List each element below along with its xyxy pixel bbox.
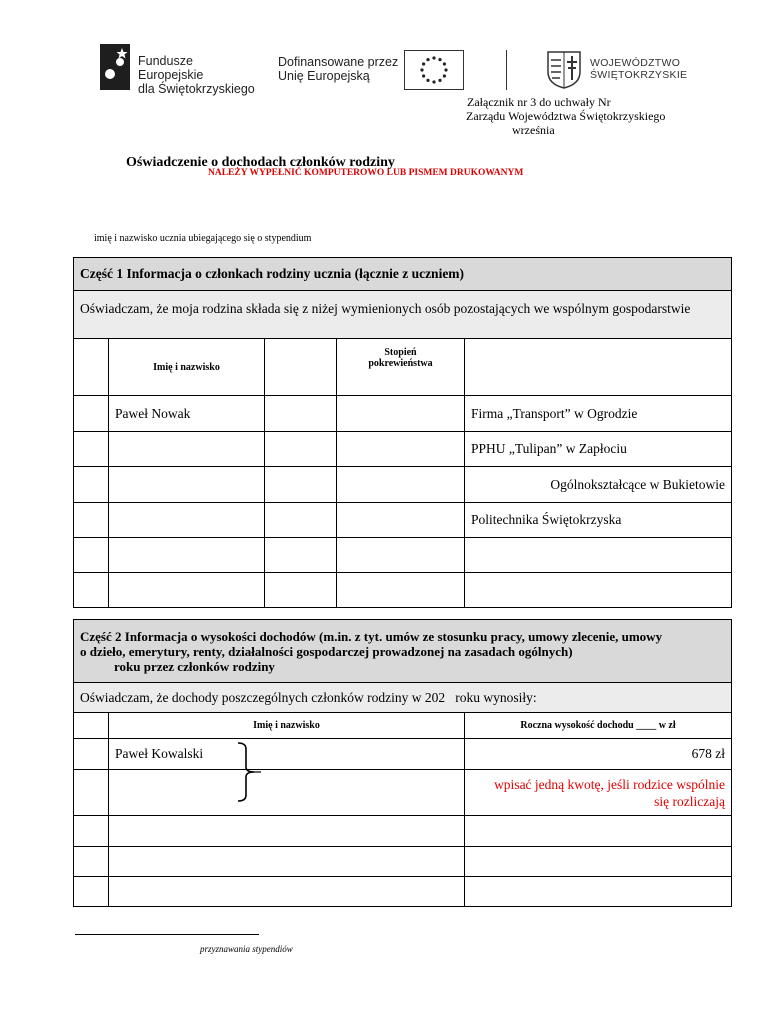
part1-declaration: Oświadczam, że moja rodzina składa się z niżej wymienionych osób pozostających we wspólnym gospodarstwie: [74, 291, 732, 339]
relation-cell[interactable]: [337, 396, 465, 432]
member-name-cell[interactable]: [109, 503, 265, 538]
eu-flag-icon: [404, 50, 464, 90]
row-index-cell[interactable]: [74, 739, 109, 770]
voivodeship-label: [590, 57, 687, 81]
relation-cell[interactable]: [337, 503, 465, 538]
fe-logo-line1: Fundusze Europejskie: [138, 54, 204, 82]
brace-icon: [234, 741, 264, 803]
page-title: Oświadczenie o dochodach członków rodziny: [126, 155, 395, 170]
income-name-cell[interactable]: Paweł Kowalski: [109, 739, 465, 770]
blank-cell[interactable]: [265, 432, 337, 467]
table-row: [74, 432, 732, 467]
place-cell[interactable]: [465, 538, 732, 573]
income-value-cell[interactable]: [465, 847, 732, 877]
place-cell[interactable]: [465, 573, 732, 608]
swietokrzyskie-crest-icon: [546, 50, 582, 90]
dof-line1: Dofinansowane przez: [278, 55, 399, 69]
row-index-cell[interactable]: [74, 847, 109, 877]
row-index-cell[interactable]: [74, 503, 109, 538]
blank-cell[interactable]: [265, 573, 337, 608]
note-line2: się rozliczają: [654, 793, 725, 809]
income-name-cell[interactable]: [109, 816, 465, 847]
relation-cell[interactable]: [337, 573, 465, 608]
attachment-line2: Zarządu Województwa Świętokrzyskiego: [466, 109, 666, 123]
row-index-cell[interactable]: [74, 538, 109, 573]
row-index-cell[interactable]: [74, 770, 109, 816]
part2-declaration: Oświadczam, że dochody poszczególnych członków rodziny w 202 roku wynosiły:: [74, 683, 732, 713]
table-row: [74, 396, 732, 432]
relation-cell[interactable]: [337, 432, 465, 467]
footnote-text: przyznawania stypendiów: [200, 944, 293, 954]
joint-income-note: [465, 770, 732, 816]
row-index-cell[interactable]: [74, 396, 109, 432]
table-row: [74, 467, 732, 503]
blank-cell[interactable]: [265, 467, 337, 503]
income-value-cell[interactable]: [465, 816, 732, 847]
attachment-line1: Załącznik nr 3 do uchwały Nr: [467, 95, 611, 109]
place-cell[interactable]: Ogólnokształcące w Bukietowie: [465, 467, 732, 503]
member-name-cell[interactable]: [109, 432, 265, 467]
part1-col-name: Imię i nazwisko: [109, 339, 265, 396]
part2-table: [73, 619, 732, 907]
woj-line2: ŚWIĘTOKRZYSKIE: [590, 69, 688, 81]
relation-line2: pokrewieństwa: [368, 358, 433, 369]
income-value-cell[interactable]: 678 zł: [465, 739, 732, 770]
part2-heading: [74, 620, 732, 683]
part1-table: [73, 257, 732, 608]
part2-heading-line3: roku przez członków rodziny: [114, 658, 275, 674]
part1-header-index: [74, 339, 109, 396]
income-name-cell[interactable]: [109, 847, 465, 877]
member-name-cell[interactable]: [109, 573, 265, 608]
fill-instruction: NALEŻY WYPEŁNIĆ KOMPUTEROWO LUB PISMEM DRUKOWANYM: [208, 168, 524, 178]
header-divider: [506, 50, 507, 90]
blank-cell[interactable]: [265, 503, 337, 538]
part2-heading-line2: o dzieło, emerytury, renty, działalności gospodarczej prowadzonej na zasadach ogólnych): [80, 643, 573, 659]
table-row: [74, 503, 732, 538]
part2-col-name: Imię i nazwisko: [109, 713, 465, 739]
relation-cell[interactable]: [337, 467, 465, 503]
table-row: [74, 739, 732, 770]
part1-col-relation: [337, 339, 465, 396]
income-value-cell[interactable]: [465, 877, 732, 907]
attachment-line3: września: [512, 123, 555, 137]
place-cell[interactable]: PPHU „Tulipan” w Zapłociu: [465, 432, 732, 467]
note-line1: wpisać jedną kwotę, jeśli rodzice wspólnie: [494, 776, 725, 792]
member-name-cell[interactable]: Paweł Nowak: [109, 396, 265, 432]
student-name-label: imię i nazwisko ucznia ubiegającego się o stypendium: [94, 233, 312, 244]
row-index-cell[interactable]: [74, 467, 109, 503]
footnote-separator: [75, 934, 259, 935]
part1-col-place: [465, 339, 732, 396]
part1-header-blank: [265, 339, 337, 396]
row-index-cell[interactable]: [74, 877, 109, 907]
fe-logo-icon: [100, 44, 130, 90]
cofinanced-label: [278, 55, 398, 83]
table-row: [74, 538, 732, 573]
table-row: [74, 573, 732, 608]
place-cell[interactable]: Politechnika Świętokrzyska: [465, 503, 732, 538]
table-row: [74, 770, 732, 816]
fundusze-europejskie-logo: [100, 44, 260, 96]
member-name-cell[interactable]: [109, 538, 265, 573]
relation-line1: Stopień: [384, 347, 417, 358]
part2-heading-line1: Część 2 Informacja o wysokości dochodów (m.in. z tyt. umów ze stosunku pracy, umowy zlecenie, umowy: [80, 628, 663, 644]
income-name-cell[interactable]: [109, 877, 465, 907]
part1-heading: Część 1 Informacja o członkach rodziny ucznia (łącznie z uczniem): [74, 258, 732, 291]
dof-line2: Unię Europejską: [278, 69, 370, 83]
place-cell[interactable]: Firma „Transport” w Ogrodzie: [465, 396, 732, 432]
income-name-cell[interactable]: [109, 770, 465, 816]
woj-line1: WOJEWÓDZTWO: [590, 57, 681, 69]
blank-cell[interactable]: [265, 396, 337, 432]
row-index-cell[interactable]: [74, 432, 109, 467]
table-row: [74, 847, 732, 877]
row-index-cell[interactable]: [74, 816, 109, 847]
fe-logo-line2: dla Świętokrzyskiego: [138, 82, 255, 96]
table-row: [74, 877, 732, 907]
row-index-cell[interactable]: [74, 573, 109, 608]
part2-header-index: [74, 713, 109, 739]
relation-cell[interactable]: [337, 538, 465, 573]
blank-cell[interactable]: [265, 538, 337, 573]
table-row: [74, 816, 732, 847]
part2-col-income: Roczna wysokość dochodu ____ w zł: [465, 713, 732, 739]
member-name-cell[interactable]: [109, 467, 265, 503]
